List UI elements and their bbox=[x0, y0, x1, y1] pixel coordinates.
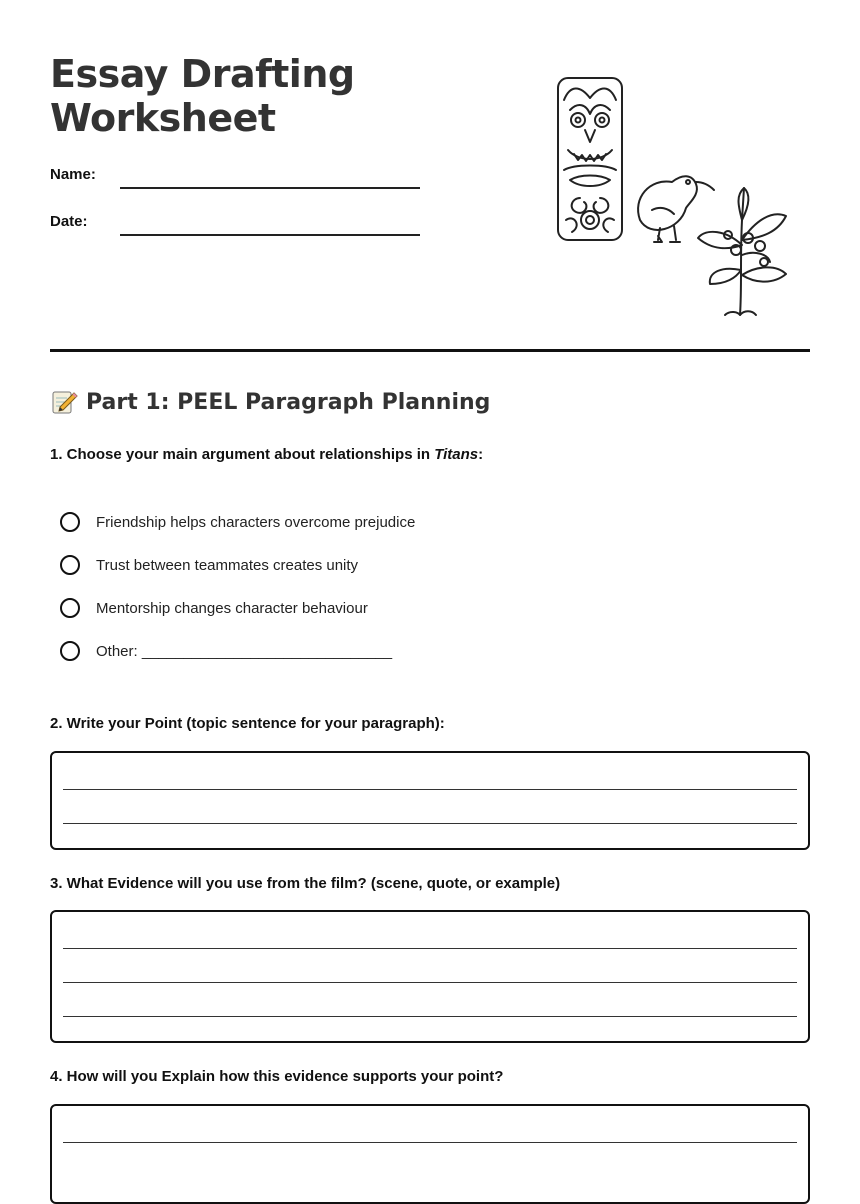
option-label: Trust between teammates creates unity bbox=[96, 556, 359, 574]
section-divider bbox=[50, 349, 810, 352]
writing-line bbox=[63, 823, 797, 824]
radio-button[interactable] bbox=[60, 598, 80, 618]
pencil-memo-icon bbox=[50, 388, 78, 416]
date-field[interactable] bbox=[120, 234, 420, 236]
option-label: Other: ______________________________ bbox=[96, 642, 393, 660]
question-2: 2. Write your Point (topic sentence for your paragraph): bbox=[50, 715, 445, 732]
name-field[interactable] bbox=[120, 187, 420, 189]
radio-button[interactable] bbox=[60, 641, 80, 661]
illustration bbox=[550, 70, 800, 320]
writing-line bbox=[63, 789, 797, 790]
explain-answer-box[interactable] bbox=[50, 1104, 810, 1204]
radio-button[interactable] bbox=[60, 555, 80, 575]
writing-line bbox=[63, 948, 797, 949]
evidence-answer-box[interactable] bbox=[50, 910, 810, 1043]
option-trust[interactable] bbox=[60, 555, 358, 575]
question-1: 1. Choose your main argument about relationships in Titans: bbox=[50, 446, 484, 463]
writing-line bbox=[63, 982, 797, 983]
title-line-1: Essay Drafting bbox=[50, 52, 355, 96]
question-3: 3. What Evidence will you use from the film? (scene, quote, or example) bbox=[50, 875, 561, 892]
plant-icon bbox=[698, 188, 786, 315]
carving-icon bbox=[558, 78, 622, 240]
radio-button[interactable] bbox=[60, 512, 80, 532]
option-label: Mentorship changes character behaviour bbox=[96, 599, 368, 617]
option-other[interactable] bbox=[60, 641, 392, 661]
date-label: Date: bbox=[50, 213, 88, 230]
option-label: Friendship helps characters overcome prejudice bbox=[96, 513, 416, 531]
section-title-text: Part 1: PEEL Paragraph Planning bbox=[86, 389, 491, 415]
kiwi-bird-icon bbox=[638, 176, 714, 242]
film-title: Titans bbox=[434, 446, 479, 463]
option-friendship[interactable] bbox=[60, 512, 415, 532]
writing-line bbox=[63, 1016, 797, 1017]
name-label: Name: bbox=[50, 166, 96, 183]
question-4: 4. How will you Explain how this evidence supports your point? bbox=[50, 1068, 504, 1085]
writing-line bbox=[63, 1142, 797, 1143]
option-mentorship[interactable] bbox=[60, 598, 368, 618]
page-title bbox=[50, 52, 355, 140]
title-line-2: Worksheet bbox=[50, 96, 276, 140]
point-answer-box[interactable] bbox=[50, 751, 810, 850]
section-title bbox=[50, 388, 490, 416]
